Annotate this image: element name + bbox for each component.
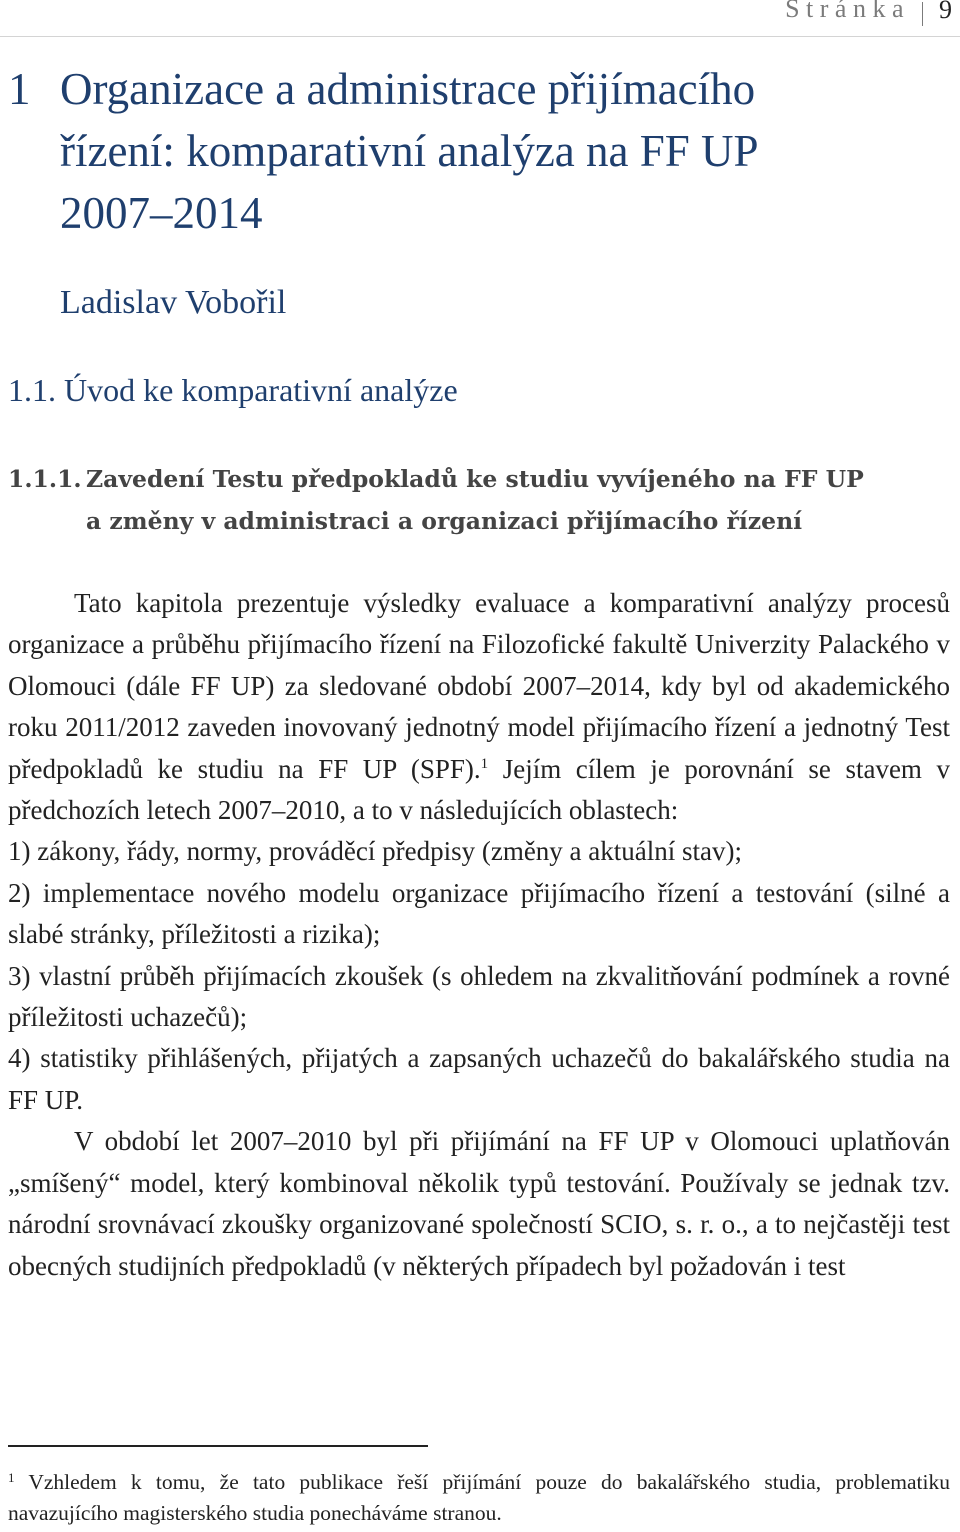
chapter-title-line-3: 2007–2014 <box>60 188 263 238</box>
section-title: 1.1. Úvod ke komparativní analýze <box>8 372 458 408</box>
page-number: 9 <box>939 0 952 24</box>
list-item: 2) implementace nového modelu organizace přijímacího řízení a testování (silné a slabé stránky, příležitosti a rizika); <box>8 877 950 950</box>
footnote-marker: 1 <box>8 1470 15 1485</box>
paragraph-intro-text: Tato kapitola prezentuje výsledky evaluace a komparativní analýzy procesů organizace a průběhu přijímacího řízení na Filozofické fakultě Univerzity Palackého v Olomouci (dále FF UP) za sledované období 2007–2014, kdy byl od akademického roku 2011/2012 zaveden inovovaný jednotný model přijímacího řízení a jednotný Test předpokladů ke studiu na FF UP (SPF). <box>8 588 950 784</box>
list-item: 1) zákony, řády, normy, prováděcí předpisy (změny a aktuální stav); <box>8 836 742 867</box>
list-item: 3) vlastní průběh přijímacích zkoušek (s ohledem na zkvalitňování podmínek a rovné příležitosti uchazečů); <box>8 960 950 1033</box>
body-text <box>8 583 950 1287</box>
list-item: 4) statistiky přihlášených, přijatých a zapsaných uchazečů do bakalářského studia na FF UP. <box>8 1043 950 1115</box>
page-header <box>0 0 960 37</box>
chapter-title-line-1: Organizace a administrace přijímacího <box>60 64 756 114</box>
page-label: Stránka <box>785 0 910 23</box>
footnote-divider <box>8 1445 428 1447</box>
subsection-number: 1.1.1. <box>8 465 82 493</box>
header-separator <box>922 2 923 26</box>
footnote-text: Vzhledem k tomu, že tato publikace řeší přijímání pouze do bakalářského studia, problematiku navazujícího magisterského studia ponecháváme stranou. <box>8 1470 950 1525</box>
subsection-title-line-2: a změny v administraci a organizaci přijímacího řízení <box>86 507 803 535</box>
chapter-title-line-2: řízení: komparativní analýza na FF UP <box>60 126 759 176</box>
author-name: Ladislav Vobořil <box>60 284 287 321</box>
paragraph-intro <box>8 583 950 831</box>
chapter-number: 1 <box>8 64 31 114</box>
chapter-title <box>8 58 948 244</box>
paragraph-second: V období let 2007–2010 byl při přijímání na FF UP v Olomouci uplatňován „smíšený“ model, který kombinoval několik typů testování. Používaly se jednak tzv. národní srovnávací zkoušky organizované společností SCIO, s. r. o., a to nejčastěji test obecných studijních předpokladů (v některých případech byl požadován i test <box>8 1126 950 1281</box>
paragraph-intro-tail: Jejím cílem je porovnání se stavem v předchozích letech 2007–2010, a to v následujících oblastech: <box>8 753 951 826</box>
subsection-title-line-1: Zavedení Testu předpokladů ke studiu vyvíjeného na FF UP <box>86 465 864 493</box>
footnote-ref: 1 <box>480 755 489 772</box>
footnote <box>8 1467 950 1529</box>
subsection-title <box>8 458 948 542</box>
